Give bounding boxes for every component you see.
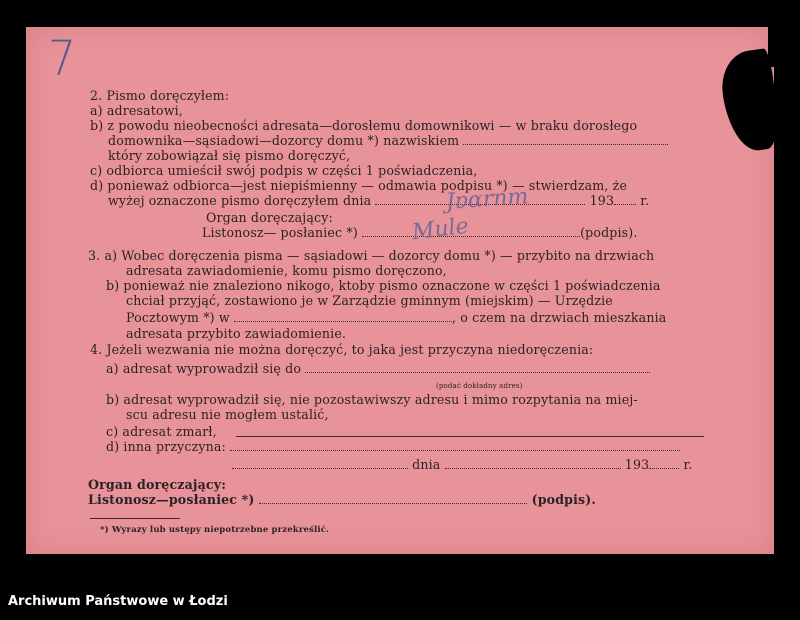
section4-blank-line-1 bbox=[236, 436, 704, 437]
section2-signature-line: Listonosz— posłaniec *) (podpis). bbox=[202, 225, 638, 240]
section4-address-hint: (podać dokładny adres) bbox=[436, 382, 523, 390]
footnote: *) Wyrazy lub ustępy niepotrzebne przekreślić. bbox=[100, 525, 330, 535]
section2-item-a: a) adresatowi, bbox=[90, 103, 183, 118]
section4-item-d: d) inna przyczyna: bbox=[106, 440, 680, 454]
handwritten-signature-1: Jɐɑrnm bbox=[445, 184, 530, 215]
section2-organ-label: Organ doręczający: bbox=[206, 210, 333, 225]
closing-organ-label: Organ doręczający: bbox=[88, 477, 226, 492]
section3-item-a-line1: 3. a) Wobec doręczenia pisma — sąsiadowi — dozorcy domu *) — przybito na drzwiach bbox=[88, 248, 655, 263]
section4-title: 4. Jeżeli wezwania nie można doręczyć, to jaka jest przyczyna niedoręczenia: bbox=[90, 342, 594, 357]
section2-item-b-line1: b) z powodu nieobecności adresata—dorosłemu domownikowi — w braku dorosłego bbox=[90, 118, 638, 133]
closing-signature-line: Listonosz—posłaniec *) (podpis). bbox=[88, 492, 596, 507]
section4-item-a: a) adresat wyprowadził się do bbox=[106, 362, 650, 376]
archive-footer-bar bbox=[0, 586, 800, 620]
footnote-divider bbox=[90, 518, 180, 519]
section4-item-b-line1: b) adresat wyprowadził się, nie pozostawiwszy adresu i mimo rozpytania na miej- bbox=[106, 392, 638, 407]
section4-item-b-line2: scu adresu nie mogłem ustalić, bbox=[126, 407, 329, 422]
handwritten-signature-2: Mule bbox=[410, 213, 471, 246]
section2-title: 2. Pismo doręczyłem: bbox=[90, 88, 230, 103]
section2-item-b-line3: który zobowiązał się pismo doręczyć, bbox=[108, 148, 351, 163]
section4-item-c: c) adresat zmarł, bbox=[106, 424, 217, 439]
archive-name-label: Archiwum Państwowe w Łodzi bbox=[8, 594, 228, 609]
section2-item-d-line1: d) ponieważ odbiorca—jest niepiśmienny — odmawia podpisu *) — stwierdzam, że bbox=[90, 178, 628, 193]
section3-item-a-line2: adresata zawiadomienie, komu pismo doręczono, bbox=[126, 263, 447, 278]
section2-item-c: c) odbiorca umieścił swój podpis w części 1 poświadczenia, bbox=[90, 163, 478, 178]
section3-item-b-line3: Pocztowym *) w , o czem na drzwiach mieszkania bbox=[126, 310, 667, 325]
pencil-page-number: 7 bbox=[48, 30, 76, 87]
section4-date-line: dnia 193 r. bbox=[232, 458, 692, 472]
section2-item-b-line2: domownika—sąsiadowi—dozorcy domu *) nazwiskiem bbox=[108, 134, 668, 148]
postal-receipt-paper bbox=[26, 27, 774, 554]
section2-item-d-line2: wyżej oznaczone pismo doręczyłem dnia 193 r. bbox=[108, 193, 650, 208]
section3-item-b-line1: b) ponieważ nie znaleziono nikogo, ktoby pismo oznaczone w części 1 poświadczenia bbox=[106, 278, 661, 293]
section3-item-b-line2: chciał przyjąć, zostawiono je w Zarządzie gminnym (miejskim) — Urzędzie bbox=[126, 293, 613, 308]
section3-item-b-line4: adresata przybito zawiadomienie. bbox=[126, 326, 347, 341]
